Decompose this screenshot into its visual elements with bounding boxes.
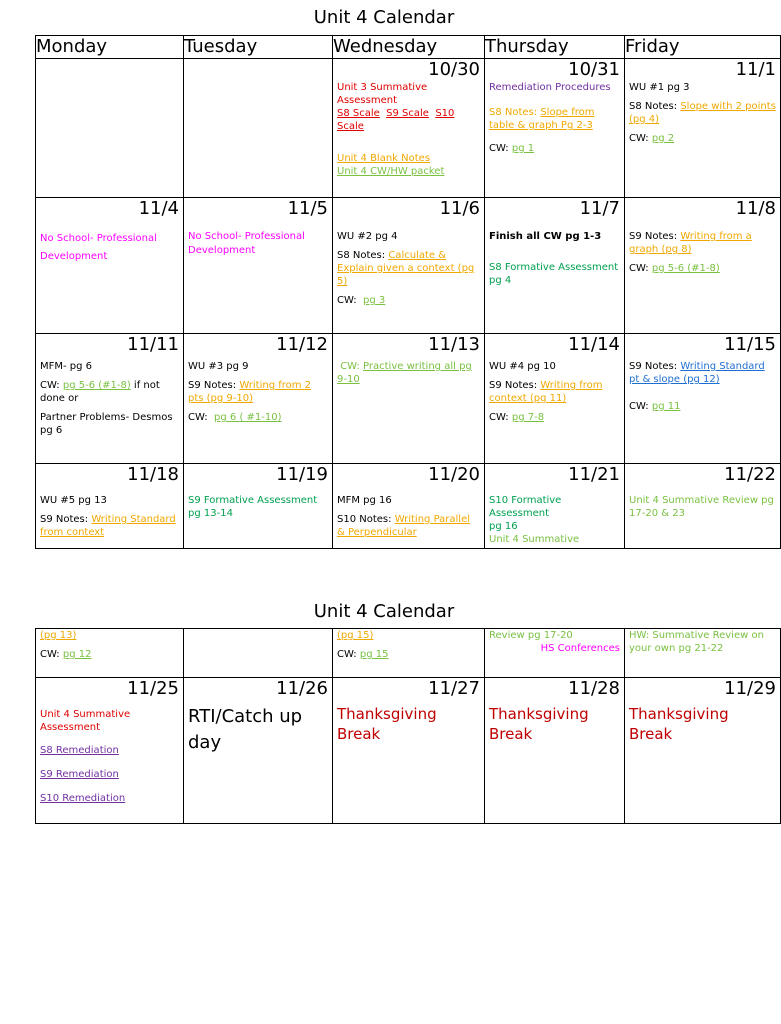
label: CW: bbox=[629, 401, 652, 412]
link-slope-table-graph[interactable]: Slope from table & graph Pg 2-3 bbox=[489, 107, 595, 131]
link-writing-standard-context[interactable]: Writing Standard from context bbox=[40, 514, 176, 538]
label: CW: bbox=[489, 412, 512, 423]
day-cell bbox=[333, 629, 485, 678]
day-cell bbox=[184, 678, 333, 824]
link-cw-pg1[interactable]: pg 1 bbox=[511, 143, 535, 154]
day-monday: Monday bbox=[36, 36, 184, 59]
date-label: 11/20 bbox=[428, 464, 480, 485]
entry-text: S10 Formative Assessment bbox=[489, 495, 562, 519]
link-cw-pg12[interactable]: pg 12 bbox=[62, 649, 92, 660]
date-label: 11/28 bbox=[568, 678, 620, 699]
link-slope-2-points[interactable]: Slope with 2 points (pg 4) bbox=[629, 101, 776, 125]
entry-text: MFM- pg 6 bbox=[40, 361, 93, 372]
entry-text: No School- Professional Development bbox=[40, 233, 157, 262]
entry-text: WU #4 pg 10 bbox=[489, 361, 556, 372]
entry-text: Thanksgiving Break bbox=[489, 705, 589, 743]
day-cell bbox=[625, 629, 781, 678]
date-label: 11/15 bbox=[724, 334, 776, 355]
header-row bbox=[36, 36, 781, 59]
label: CW: bbox=[340, 361, 364, 372]
date-label: 11/26 bbox=[276, 678, 328, 699]
link-pg13[interactable]: (pg 13) bbox=[40, 630, 77, 641]
day-cell bbox=[36, 198, 184, 334]
label: S9 Notes: bbox=[629, 231, 681, 242]
entry-text: Thanksgiving Break bbox=[629, 705, 729, 743]
date-label: 11/29 bbox=[724, 678, 776, 699]
label: CW: bbox=[489, 143, 512, 154]
entry-text: Remediation Procedures bbox=[489, 82, 611, 93]
entry-text: WU #5 pg 13 bbox=[40, 495, 107, 506]
page-title: Unit 4 Calendar bbox=[313, 7, 455, 28]
entry-text: HW: Summative Review on your own pg 21-22 bbox=[629, 630, 764, 654]
link-s10-scale[interactable]: S10 Scale bbox=[337, 108, 455, 132]
day-cell bbox=[625, 464, 781, 549]
label: S8 Notes: bbox=[629, 101, 681, 112]
week-row bbox=[36, 59, 781, 198]
entry-text: Partner Problems- Desmos pg 6 bbox=[40, 412, 173, 436]
link-pg15[interactable]: (pg 15) bbox=[337, 630, 374, 641]
entry-text: No School- Professional Development bbox=[188, 231, 305, 256]
link-unit4-blank-notes[interactable]: Unit 4 Blank Notes bbox=[337, 153, 431, 164]
link-writing-from-graph[interactable]: Writing from a graph (pg 8) bbox=[629, 231, 752, 255]
label: S10 Notes: bbox=[337, 514, 395, 525]
day-cell bbox=[625, 59, 781, 198]
day-cell bbox=[36, 464, 184, 549]
entry-text: Thanksgiving Break bbox=[337, 705, 437, 743]
label: if not done or bbox=[40, 380, 160, 404]
date-label: 11/4 bbox=[138, 198, 179, 219]
link-cw-pg7-8[interactable]: pg 7-8 bbox=[511, 412, 545, 423]
date-label: 11/21 bbox=[568, 464, 620, 485]
week-row bbox=[36, 678, 781, 824]
entry-text: pg 16 bbox=[489, 521, 518, 532]
entry-text: RTI/Catch up day bbox=[188, 706, 303, 753]
calendar-table-page2 bbox=[35, 628, 781, 824]
link-s10-remediation[interactable]: S10 Remediation bbox=[40, 793, 126, 804]
day-wednesday: Wednesday bbox=[333, 36, 485, 59]
day-cell bbox=[333, 59, 485, 198]
label: CW: bbox=[188, 412, 211, 423]
label: S9 Notes: bbox=[188, 380, 240, 391]
day-cell bbox=[625, 334, 781, 464]
entry-text: MFM pg 16 bbox=[337, 495, 392, 506]
label: CW: bbox=[40, 649, 63, 660]
link-s8-scale[interactable]: S8 Scale bbox=[337, 108, 380, 119]
day-cell bbox=[36, 334, 184, 464]
week-row bbox=[36, 334, 781, 464]
label: CW: bbox=[629, 133, 652, 144]
date-label: 11/7 bbox=[579, 198, 620, 219]
link-cw-pg5-6[interactable]: pg 5-6 (#1-8) bbox=[62, 380, 131, 391]
day-cell bbox=[184, 334, 333, 464]
day-cell bbox=[333, 334, 485, 464]
day-cell bbox=[184, 464, 333, 549]
day-cell-empty bbox=[184, 629, 333, 678]
day-cell bbox=[36, 678, 184, 824]
entry-text: Unit 4 Summative Review pg 17-20 & 23 bbox=[629, 495, 774, 519]
day-cell bbox=[36, 629, 184, 678]
date-label: 11/27 bbox=[428, 678, 480, 699]
week-row bbox=[36, 464, 781, 549]
day-cell bbox=[485, 678, 625, 824]
link-s9-scale[interactable]: S9 Scale bbox=[386, 108, 429, 119]
link-writing-parallel-perpendicular[interactable]: Writing Parallel & Perpendicular bbox=[337, 514, 471, 538]
label: S8 Notes: bbox=[337, 250, 389, 261]
link-writing-from-context[interactable]: Writing from context (pg 11) bbox=[489, 380, 603, 404]
day-cell bbox=[333, 678, 485, 824]
link-cw-pg6[interactable]: pg 6 ( #1-10) bbox=[214, 412, 282, 423]
date-label: 11/19 bbox=[276, 464, 328, 485]
link-unit4-cw-hw-packet[interactable]: Unit 4 CW/HW packet bbox=[337, 166, 445, 177]
date-label: 11/22 bbox=[724, 464, 776, 485]
link-calculate-explain[interactable]: Calculate & Explain given a context (pg 5) bbox=[337, 250, 475, 287]
week-row-continued bbox=[36, 629, 781, 678]
link-s8-remediation[interactable]: S8 Remediation bbox=[40, 745, 119, 756]
link-writing-standard-pt-slope[interactable]: Writing Standard pt & slope (pg 12) bbox=[629, 361, 765, 385]
entry-text: S8 Formative Assessment bbox=[489, 262, 619, 273]
entry-text: WU #2 pg 4 bbox=[337, 231, 398, 242]
entry-text: WU #1 pg 3 bbox=[629, 82, 690, 93]
day-tuesday: Tuesday bbox=[184, 36, 333, 59]
day-cell bbox=[333, 198, 485, 334]
link-writing-from-2-pts[interactable]: Writing from 2 pts (pg 9-10) bbox=[188, 380, 312, 404]
day-cell bbox=[485, 59, 625, 198]
day-cell bbox=[485, 198, 625, 334]
entry-text: Unit 4 Summative Assessment bbox=[40, 709, 131, 733]
entry-text: pg 4 bbox=[489, 275, 512, 286]
label: CW: bbox=[337, 649, 360, 660]
link-cw-pg2[interactable]: pg 2 bbox=[651, 133, 675, 144]
entry-text: S9 Formative Assessment pg 13-14 bbox=[188, 495, 318, 519]
day-cell bbox=[485, 334, 625, 464]
date-label: 10/31 bbox=[568, 59, 620, 80]
entry-text: WU #3 pg 9 bbox=[188, 361, 249, 372]
date-label: 11/6 bbox=[439, 198, 480, 219]
day-cell-empty bbox=[184, 59, 333, 198]
day-cell bbox=[184, 198, 333, 334]
date-label: 11/5 bbox=[287, 198, 328, 219]
date-label: 11/18 bbox=[127, 464, 179, 485]
date-label: 11/12 bbox=[276, 334, 328, 355]
link-cw-pg3[interactable]: pg 3 bbox=[363, 295, 386, 306]
label: CW: bbox=[629, 263, 652, 274]
label: S9 Notes: bbox=[629, 361, 681, 372]
calendar-table-page1 bbox=[35, 35, 781, 549]
day-thursday: Thursday bbox=[485, 36, 625, 59]
label: CW: bbox=[40, 380, 63, 391]
day-cell bbox=[625, 678, 781, 824]
entry-text: HS Conferences bbox=[540, 643, 620, 654]
date-label: 11/13 bbox=[428, 334, 480, 355]
label: S9 Notes: bbox=[40, 514, 92, 525]
date-label: 11/1 bbox=[735, 59, 776, 80]
date-label: 11/8 bbox=[735, 198, 776, 219]
label: S9 Notes: bbox=[489, 380, 541, 391]
label: CW: bbox=[337, 295, 360, 306]
link-practice-writing[interactable]: Practive writing all pg 9-10 bbox=[337, 361, 472, 385]
link-cw-pg11[interactable]: pg 11 bbox=[651, 401, 681, 412]
entry-text: Unit 4 Summative bbox=[489, 534, 580, 545]
day-cell bbox=[485, 629, 625, 678]
date-label: 10/30 bbox=[428, 59, 480, 80]
page-title-2: Unit 4 Calendar bbox=[313, 601, 455, 622]
date-label: 11/25 bbox=[127, 678, 179, 699]
link-cw-pg5-6[interactable]: pg 5-6 (#1-8) bbox=[651, 263, 720, 274]
link-s9-remediation[interactable]: S9 Remediation bbox=[40, 769, 119, 780]
day-cell bbox=[485, 464, 625, 549]
day-friday: Friday bbox=[625, 36, 781, 59]
entry-text: Unit 3 Summative Assessment bbox=[337, 82, 428, 106]
date-label: 11/14 bbox=[568, 334, 620, 355]
date-label: 11/11 bbox=[127, 334, 179, 355]
day-cell bbox=[625, 198, 781, 334]
link-cw-pg15[interactable]: pg 15 bbox=[359, 649, 389, 660]
day-cell-empty bbox=[36, 59, 184, 198]
entry-text: Finish all CW pg 1-3 bbox=[489, 231, 602, 242]
entry-text: Review pg 17-20 bbox=[489, 630, 573, 641]
day-cell bbox=[333, 464, 485, 549]
label: S8 Notes: bbox=[489, 107, 541, 118]
week-row bbox=[36, 198, 781, 334]
